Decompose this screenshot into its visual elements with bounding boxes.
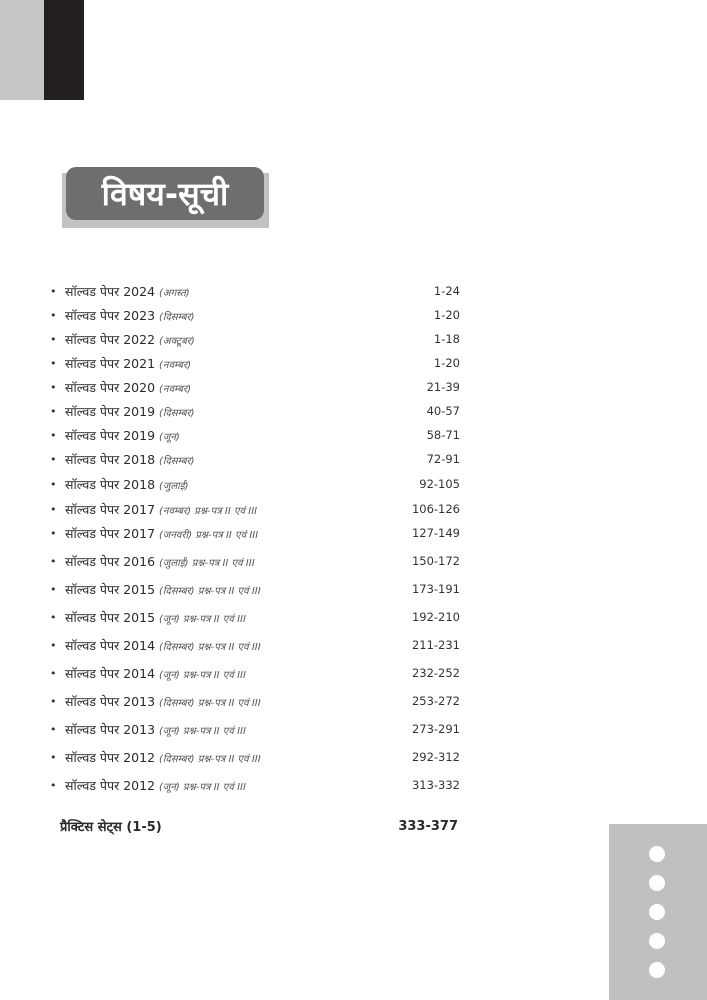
toc-entry <box>50 662 460 684</box>
toc-entry-pages: 173-191 <box>411 582 460 596</box>
corner-gray-block <box>0 0 44 100</box>
bullet-icon: • <box>50 428 57 442</box>
toc-entry-note: (अक्टूबर) <box>159 335 195 347</box>
toc-entry-label <box>65 451 370 468</box>
side-tab-dot <box>649 933 665 949</box>
bullet-icon: • <box>50 502 57 516</box>
toc-entry-pages: 92-105 <box>419 477 460 491</box>
toc-entry-note: (जुलाई) <box>159 480 189 492</box>
toc-entry-note: (नवम्बर) <box>159 383 191 395</box>
toc-entry-label <box>65 427 370 444</box>
toc-entry-note: (दिसम्बर) प्रश्न-पत्र II एवं III <box>159 585 261 597</box>
bullet-icon: • <box>50 554 57 568</box>
toc-entry-note: (नवम्बर) <box>159 359 191 371</box>
side-index-tab <box>609 824 707 1000</box>
bullet-icon: • <box>50 356 57 370</box>
toc-entry <box>50 746 460 768</box>
toc-entry-pages: 40-57 <box>426 404 460 418</box>
toc-entry-label <box>65 637 370 654</box>
practice-sets-pages: 333-377 <box>398 818 458 834</box>
toc-entry-label <box>65 553 370 570</box>
toc-entry-pages: 21-39 <box>426 380 460 394</box>
toc-entry-note: (जनवरी) प्रश्न-पत्र II एवं III <box>159 529 259 541</box>
toc-entry <box>50 473 460 495</box>
toc-entry-note: (अगस्त) <box>159 287 190 299</box>
bullet-icon: • <box>50 404 57 418</box>
toc-entry-pages: 273-291 <box>411 722 460 736</box>
toc-entry-title: सॉल्वड पेपर 2014 <box>65 637 156 653</box>
toc-entry-label <box>65 749 370 766</box>
bullet-icon: • <box>50 308 57 322</box>
toc-entry-label <box>65 721 370 738</box>
toc-entry-pages: 232-252 <box>411 666 460 680</box>
toc-entry-label <box>65 525 370 542</box>
toc-entry-label <box>65 355 370 372</box>
toc-entry-title: सॉल्वड पेपर 2022 <box>65 331 156 347</box>
toc-entry <box>50 606 460 628</box>
bullet-icon: • <box>50 666 57 680</box>
toc-entry-label <box>65 403 370 420</box>
toc-entry-title: सॉल्वड पेपर 2017 <box>65 525 156 541</box>
toc-entry-pages: 1-20 <box>433 356 460 370</box>
toc-entry-pages: 211-231 <box>411 638 460 652</box>
toc-entry-note: (दिसम्बर) <box>159 455 195 467</box>
toc-entry <box>50 774 460 796</box>
side-tab-dot <box>649 904 665 920</box>
toc-entry <box>50 522 460 544</box>
toc-entry <box>50 578 460 600</box>
toc-entry-note: (दिसम्बर) <box>159 311 195 323</box>
toc-entry-pages: 1-24 <box>433 284 460 298</box>
toc-entry <box>50 352 460 374</box>
toc-entry-note: (जून) प्रश्न-पत्र II एवं III <box>159 613 246 625</box>
bullet-icon: • <box>50 694 57 708</box>
toc-entry-pages: 150-172 <box>411 554 460 568</box>
toc-entry-note: (दिसम्बर) प्रश्न-पत्र II एवं III <box>159 641 261 653</box>
toc-entry-title: सॉल्वड पेपर 2024 <box>65 283 156 299</box>
toc-entry-note: (जून) प्रश्न-पत्र II एवं III <box>159 781 246 793</box>
toc-entry-title: सॉल्वड पेपर 2023 <box>65 307 156 323</box>
toc-entry-note: (दिसम्बर) <box>159 407 195 419</box>
toc-entry-label <box>65 665 370 682</box>
toc-entry-pages: 192-210 <box>411 610 460 624</box>
toc-entry-title: सॉल्वड पेपर 2014 <box>65 665 156 681</box>
toc-entry <box>50 376 460 398</box>
bullet-icon: • <box>50 610 57 624</box>
toc-entry-title: सॉल्वड पेपर 2015 <box>65 609 156 625</box>
toc-entry-title: सॉल्वड पेपर 2012 <box>65 749 156 765</box>
bullet-icon: • <box>50 380 57 394</box>
bullet-icon: • <box>50 284 57 298</box>
toc-entry <box>50 448 460 470</box>
toc-entry <box>50 718 460 740</box>
toc-entry-title: सॉल्वड पेपर 2015 <box>65 581 156 597</box>
toc-entry-title: सॉल्वड पेपर 2020 <box>65 379 156 395</box>
toc-entry-label <box>65 307 370 324</box>
toc-entry-title: सॉल्वड पेपर 2021 <box>65 355 156 371</box>
toc-entry <box>50 634 460 656</box>
side-tab-dot <box>649 875 665 891</box>
toc-entry <box>50 280 460 302</box>
toc-entry <box>50 550 460 572</box>
toc-entry-note: (दिसम्बर) प्रश्न-पत्र II एवं III <box>159 697 261 709</box>
toc-entry-pages: 106-126 <box>411 502 460 516</box>
toc-entry <box>50 328 460 350</box>
toc-entry-note: (दिसम्बर) प्रश्न-पत्र II एवं III <box>159 753 261 765</box>
toc-entry <box>50 498 460 520</box>
bullet-icon: • <box>50 526 57 540</box>
bullet-icon: • <box>50 452 57 466</box>
side-tab-dot <box>649 962 665 978</box>
toc-entry-title: सॉल्वड पेपर 2018 <box>65 451 156 467</box>
toc-entry-note: (जून) <box>159 431 180 443</box>
toc-entry-label <box>65 379 370 396</box>
toc-entry-label <box>65 283 370 300</box>
toc-entry-title: सॉल्वड पेपर 2019 <box>65 403 156 419</box>
page-title: विषय-सूची <box>66 167 264 220</box>
toc-entry-pages: 292-312 <box>411 750 460 764</box>
bullet-icon: • <box>50 722 57 736</box>
toc-entry <box>50 400 460 422</box>
toc-entry-label <box>65 501 370 518</box>
toc-entry-label <box>65 609 370 626</box>
bullet-icon: • <box>50 332 57 346</box>
toc-entry-label <box>65 581 370 598</box>
bullet-icon: • <box>50 638 57 652</box>
corner-black-block <box>44 0 84 100</box>
toc-entry-pages: 1-18 <box>433 332 460 346</box>
toc-entry-title: सॉल्वड पेपर 2019 <box>65 427 156 443</box>
toc-entry-label <box>65 693 370 710</box>
practice-sets-label: प्रैक्टिस सेट्स (1-5) <box>60 820 162 835</box>
toc-entry-pages: 127-149 <box>411 526 460 540</box>
toc-entry-title: सॉल्वड पेपर 2013 <box>65 721 156 737</box>
toc-entry-pages: 1-20 <box>433 308 460 322</box>
toc-entry-title: सॉल्वड पेपर 2016 <box>65 553 156 569</box>
toc-entry <box>50 690 460 712</box>
toc-entry-title: सॉल्वड पेपर 2012 <box>65 777 156 793</box>
toc-entry-pages: 72-91 <box>426 452 460 466</box>
toc-entry-label <box>65 777 370 794</box>
practice-sets-entry <box>60 814 458 838</box>
toc-entry-note: (जून) प्रश्न-पत्र II एवं III <box>159 725 246 737</box>
bullet-icon: • <box>50 582 57 596</box>
toc-entry <box>50 424 460 446</box>
toc-entry-note: (जुलाई) प्रश्न-पत्र II एवं III <box>159 557 255 569</box>
toc-entry-pages: 313-332 <box>411 778 460 792</box>
toc-entry-note: (नवम्बर) प्रश्न-पत्र II एवं III <box>159 505 258 517</box>
toc-entry-pages: 253-272 <box>411 694 460 708</box>
toc-entry-pages: 58-71 <box>426 428 460 442</box>
toc-entry-title: सॉल्वड पेपर 2018 <box>65 476 156 492</box>
toc-entry-title: सॉल्वड पेपर 2013 <box>65 693 156 709</box>
bullet-icon: • <box>50 750 57 764</box>
side-tab-dot <box>649 846 665 862</box>
toc-entry-title: सॉल्वड पेपर 2017 <box>65 501 156 517</box>
toc-entry-label <box>65 331 370 348</box>
bullet-icon: • <box>50 778 57 792</box>
toc-entry-label <box>65 476 370 493</box>
toc-entry-note: (जून) प्रश्न-पत्र II एवं III <box>159 669 246 681</box>
bullet-icon: • <box>50 477 57 491</box>
toc-entry <box>50 304 460 326</box>
